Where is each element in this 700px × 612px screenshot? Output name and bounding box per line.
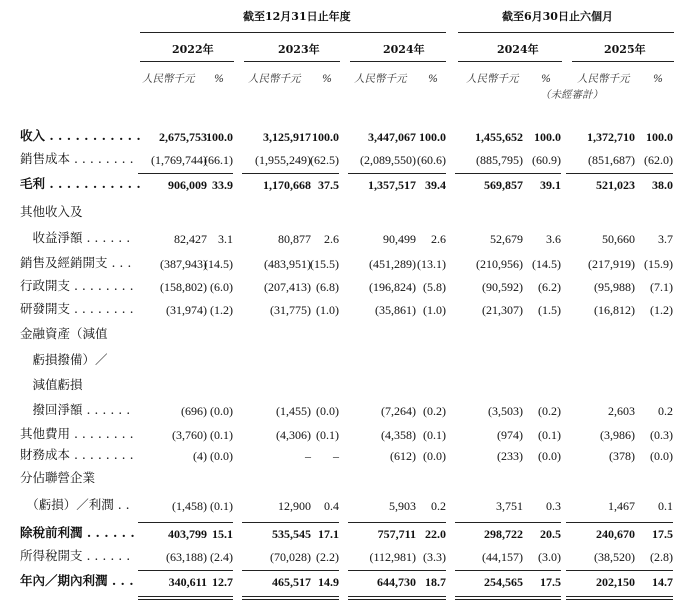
- percent-cell: 37.5: [318, 178, 339, 192]
- percent-cell: 33.9: [212, 178, 233, 192]
- amount-cell: (21,307): [482, 303, 523, 317]
- amount-cell: 521,023: [596, 178, 635, 192]
- subtotal-rule: [455, 522, 561, 523]
- percent-cell: 3.1: [218, 232, 233, 246]
- subtotal-rule: [566, 173, 673, 174]
- percent-cell: 2.6: [431, 232, 446, 246]
- amount-cell: 3,125,917: [263, 130, 311, 144]
- amount-cell: (3,503): [488, 404, 523, 418]
- percent-cell: 0.4: [324, 499, 339, 513]
- subtotal-rule: [242, 570, 339, 571]
- amount-cell: (31,974): [166, 303, 207, 317]
- amount-cell: (1,458): [172, 499, 207, 513]
- amount-cell: 202,150: [596, 575, 635, 589]
- amount-cell: (851,687): [588, 153, 635, 167]
- percent-cell: (2.4): [210, 550, 233, 564]
- amount-cell: (90,592): [482, 280, 523, 294]
- percent-cell: (60.9): [532, 153, 561, 167]
- year-header-2022: 2022年: [172, 43, 214, 56]
- amount-cell: 465,517: [272, 575, 311, 589]
- amount-cell: (70,028): [270, 550, 311, 564]
- subtotal-rule: [138, 522, 233, 523]
- amount-cell: (3,986): [600, 428, 635, 442]
- amount-cell: 80,877: [278, 232, 311, 246]
- percent-cell: (0.1): [538, 428, 561, 442]
- percent-cell: (62.5): [310, 153, 339, 167]
- total-double-rule: [242, 596, 339, 600]
- amount-cell: 2,603: [608, 404, 635, 418]
- row-label: 其他收入及: [20, 204, 83, 219]
- amount-cell: (1,455): [276, 404, 311, 418]
- percent-cell: 20.5: [540, 527, 561, 541]
- amount-cell: (3,760): [172, 428, 207, 442]
- amount-cell: (112,981): [369, 550, 416, 564]
- percent-cell: (66.1): [204, 153, 233, 167]
- percent-cell: (62.0): [644, 153, 673, 167]
- percent-cell: 0.2: [658, 404, 673, 418]
- unaudited-note: （未經審計）: [540, 89, 603, 101]
- amount-cell: (1,955,249): [255, 153, 311, 167]
- year-rule: [458, 61, 562, 62]
- amount-cell: 3,447,067: [368, 130, 416, 144]
- percent-cell: 14.9: [318, 575, 339, 589]
- percent-cell: (60.6): [417, 153, 446, 167]
- row-label: 收益淨額 . . . . . .: [20, 230, 131, 245]
- group-rule-six-months: [458, 32, 674, 33]
- amount-cell: (95,988): [594, 280, 635, 294]
- subtotal-rule: [348, 522, 446, 523]
- unit-rmb: 人民幣千元: [248, 73, 301, 85]
- percent-cell: (0.0): [423, 449, 446, 463]
- amount-cell: 254,565: [484, 575, 523, 589]
- amount-cell: (44,157): [482, 550, 523, 564]
- percent-cell: (0.1): [210, 499, 233, 513]
- subtotal-rule: [566, 570, 673, 571]
- row-label: 分佔聯營企業: [20, 470, 96, 485]
- row-label: 減值虧損: [20, 377, 83, 392]
- subtotal-rule: [348, 570, 446, 571]
- amount-cell: (233): [497, 449, 523, 463]
- total-double-rule: [455, 596, 561, 600]
- unit-rmb: 人民幣千元: [354, 73, 407, 85]
- percent-cell: (0.1): [210, 428, 233, 442]
- amount-cell: (7,264): [381, 404, 416, 418]
- year-header-2024-h1: 2024年: [497, 43, 539, 56]
- percent-cell: (15.9): [644, 257, 673, 271]
- percent-cell: 22.0: [425, 527, 446, 541]
- amount-cell: 82,427: [174, 232, 207, 246]
- percent-cell: (0.0): [650, 449, 673, 463]
- percent-cell: 3.6: [546, 232, 561, 246]
- amount-cell: 340,611: [168, 575, 207, 589]
- amount-cell: 1,372,710: [587, 130, 635, 144]
- percent-cell: 38.0: [652, 178, 673, 192]
- amount-cell: (4,358): [381, 428, 416, 442]
- amount-cell: 90,499: [383, 232, 416, 246]
- row-label: 所得稅開支 . . . . . .: [20, 548, 131, 563]
- amount-cell: (196,824): [369, 280, 416, 294]
- percent-cell: 100.0: [534, 130, 561, 144]
- row-label: 收入 . . . . . . . . . . .: [20, 128, 141, 143]
- percent-cell: 100.0: [646, 130, 673, 144]
- subtotal-rule: [242, 173, 339, 174]
- year-header-2023: 2023年: [278, 43, 320, 56]
- row-label: 年內／期內利潤 . . .: [20, 573, 134, 588]
- subtotal-rule: [138, 570, 233, 571]
- amount-cell: (35,861): [375, 303, 416, 317]
- subtotal-rule: [455, 570, 561, 571]
- amount-cell: 535,545: [272, 527, 311, 541]
- row-label: 虧損撥備）／: [20, 352, 108, 367]
- year-rule: [244, 61, 340, 62]
- row-label: 其他費用 . . . . . . . .: [20, 426, 134, 441]
- amount-cell: (885,795): [476, 153, 523, 167]
- percent-cell: (0.0): [316, 404, 339, 418]
- subtotal-rule: [242, 522, 339, 523]
- percent-cell: 17.1: [318, 527, 339, 541]
- row-label: 除稅前利潤 . . . . . .: [20, 525, 135, 540]
- percent-cell: (2.8): [650, 550, 673, 564]
- amount-cell: (4): [193, 449, 207, 463]
- row-label: （虧損）／利潤 . .: [20, 497, 130, 512]
- amount-cell: (16,812): [594, 303, 635, 317]
- row-label: 毛利 . . . . . . . . . . .: [20, 176, 141, 191]
- percent-cell: (0.2): [423, 404, 446, 418]
- amount-cell: (4,306): [276, 428, 311, 442]
- percent-cell: 3.7: [658, 232, 673, 246]
- amount-cell: 52,679: [490, 232, 523, 246]
- total-double-rule: [566, 596, 673, 600]
- percent-cell: (3.0): [538, 550, 561, 564]
- unit-pct: %: [322, 73, 332, 85]
- percent-cell: (1.2): [650, 303, 673, 317]
- percent-cell: 12.7: [212, 575, 233, 589]
- percent-cell: 39.4: [425, 178, 446, 192]
- percent-cell: 100.0: [206, 130, 233, 144]
- percent-cell: 0.3: [546, 499, 561, 513]
- percent-cell: (2.2): [316, 550, 339, 564]
- percent-cell: (5.8): [423, 280, 446, 294]
- percent-cell: 100.0: [312, 130, 339, 144]
- amount-cell: (387,943): [160, 257, 207, 271]
- percent-cell: (0.3): [650, 428, 673, 442]
- row-label: 金融資產（減值: [20, 326, 108, 341]
- percent-cell: (1.2): [210, 303, 233, 317]
- amount-cell: 906,009: [168, 178, 207, 192]
- percent-cell: (14.5): [204, 257, 233, 271]
- amount-cell: 12,900: [278, 499, 311, 513]
- percent-cell: (14.5): [532, 257, 561, 271]
- percent-cell: (0.2): [538, 404, 561, 418]
- percent-cell: (15.5): [310, 257, 339, 271]
- amount-cell: (63,188): [166, 550, 207, 564]
- subtotal-rule: [138, 173, 233, 174]
- amount-cell: 298,722: [484, 527, 523, 541]
- amount-cell: 240,670: [596, 527, 635, 541]
- amount-cell: 403,799: [168, 527, 207, 541]
- amount-cell: 569,857: [484, 178, 523, 192]
- unit-pct: %: [428, 73, 438, 85]
- amount-cell: 1,455,652: [475, 130, 523, 144]
- amount-cell: 1,467: [608, 499, 635, 513]
- amount-cell: 5,903: [389, 499, 416, 513]
- group-rule-fiscal-year: [140, 32, 446, 33]
- amount-cell: 1,357,517: [368, 178, 416, 192]
- amount-cell: (217,919): [588, 257, 635, 271]
- percent-cell: 2.6: [324, 232, 339, 246]
- year-rule: [140, 61, 234, 62]
- percent-cell: (3.3): [423, 550, 446, 564]
- subtotal-rule: [348, 173, 446, 174]
- row-label: 銷售及經銷開支 . . .: [20, 255, 132, 270]
- row-label: 行政開支 . . . . . . . .: [20, 278, 134, 293]
- amount-cell: 757,711: [377, 527, 416, 541]
- amount-cell: (378): [609, 449, 635, 463]
- amount-cell: (612): [390, 449, 416, 463]
- percent-cell: 18.7: [425, 575, 446, 589]
- percent-cell: (13.1): [417, 257, 446, 271]
- amount-cell: (31,775): [270, 303, 311, 317]
- total-double-rule: [348, 596, 446, 600]
- percent-cell: 0.1: [658, 499, 673, 513]
- unit-rmb: 人民幣千元: [577, 73, 630, 85]
- unit-rmb: 人民幣千元: [142, 73, 195, 85]
- year-header-2025-h1: 2025年: [604, 43, 646, 56]
- subtotal-rule: [455, 173, 561, 174]
- percent-cell: (0.0): [210, 449, 233, 463]
- percent-cell: (1.0): [423, 303, 446, 317]
- percent-cell: 17.5: [652, 527, 673, 541]
- unit-pct: %: [541, 73, 551, 85]
- unit-rmb: 人民幣千元: [466, 73, 519, 85]
- amount-cell: (696): [181, 404, 207, 418]
- row-label: 撥回淨額 . . . . . .: [20, 402, 131, 417]
- amount-cell: (2,089,550): [360, 153, 416, 167]
- percent-cell: 100.0: [419, 130, 446, 144]
- amount-cell: (483,951): [264, 257, 311, 271]
- amount-cell: 50,660: [602, 232, 635, 246]
- year-header-2024: 2024年: [383, 43, 425, 56]
- amount-cell: 3,751: [496, 499, 523, 513]
- unit-pct: %: [653, 73, 663, 85]
- percent-cell: (0.0): [210, 404, 233, 418]
- percent-cell: 39.1: [540, 178, 561, 192]
- year-rule: [350, 61, 446, 62]
- amount-cell: –: [305, 449, 311, 463]
- amount-cell: (1,769,744): [151, 153, 207, 167]
- group-header-six-months: 截至6月30日止六個月: [502, 10, 613, 23]
- amount-cell: (158,802): [160, 280, 207, 294]
- percent-cell: 17.5: [540, 575, 561, 589]
- row-label: 銷售成本 . . . . . . . .: [20, 151, 134, 166]
- amount-cell: (210,956): [476, 257, 523, 271]
- row-label: 研發開支 . . . . . . . .: [20, 301, 134, 316]
- amount-cell: 2,675,753: [159, 130, 207, 144]
- percent-cell: (0.1): [316, 428, 339, 442]
- year-rule: [572, 61, 674, 62]
- group-header-fiscal-year: 截至12月31日止年度: [243, 10, 351, 23]
- percent-cell: 14.7: [652, 575, 673, 589]
- amount-cell: 1,170,668: [263, 178, 311, 192]
- total-double-rule: [138, 596, 233, 600]
- amount-cell: (451,289): [369, 257, 416, 271]
- percent-cell: (6.0): [210, 280, 233, 294]
- unit-pct: %: [214, 73, 224, 85]
- percent-cell: (0.1): [423, 428, 446, 442]
- amount-cell: (974): [497, 428, 523, 442]
- percent-cell: 0.2: [431, 499, 446, 513]
- percent-cell: (7.1): [650, 280, 673, 294]
- amount-cell: (38,520): [594, 550, 635, 564]
- percent-cell: (6.2): [538, 280, 561, 294]
- percent-cell: (6.8): [316, 280, 339, 294]
- amount-cell: (207,413): [264, 280, 311, 294]
- subtotal-rule: [566, 522, 673, 523]
- percent-cell: (1.0): [316, 303, 339, 317]
- percent-cell: 15.1: [212, 527, 233, 541]
- amount-cell: 644,730: [377, 575, 416, 589]
- row-label: 財務成本 . . . . . . . .: [20, 447, 134, 462]
- percent-cell: (1.5): [538, 303, 561, 317]
- percent-cell: –: [333, 449, 339, 463]
- percent-cell: (0.0): [538, 449, 561, 463]
